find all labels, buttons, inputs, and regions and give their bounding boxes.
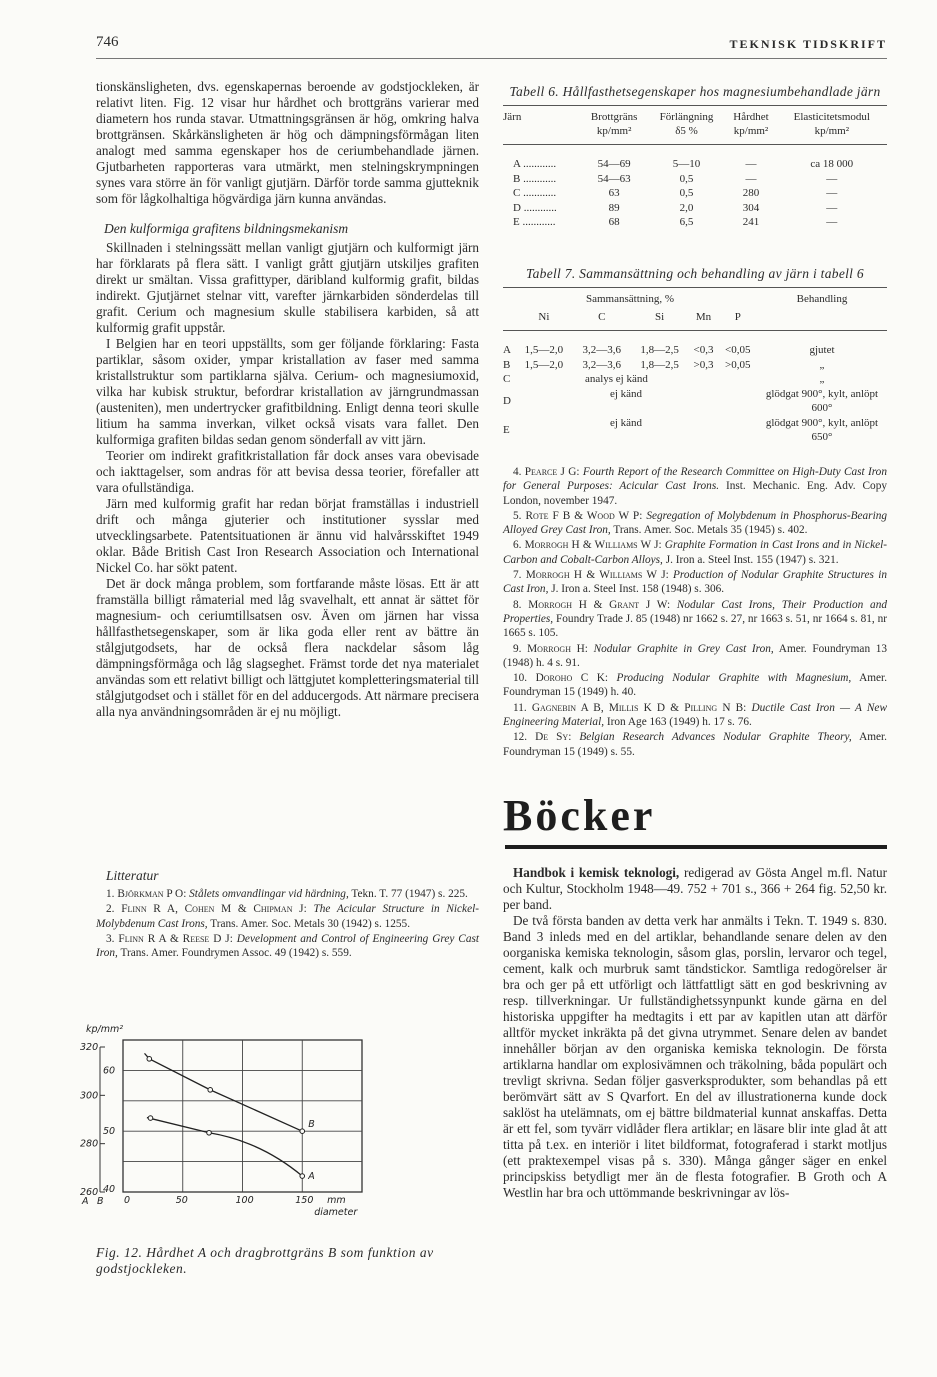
reference-source: Trans. Amer. Foundrymen Assoc. 49 (1942) s. 559. (120, 947, 352, 960)
section-rule (505, 845, 887, 849)
table-cell: — (745, 172, 757, 185)
references-left (96, 868, 479, 961)
section-title-bocker: Böcker (503, 791, 656, 840)
table-cell: 0,5 (679, 187, 694, 199)
table-cell: 54—63 (597, 172, 631, 185)
series-line-B (145, 1053, 303, 1131)
header-label: Hårdhet (733, 111, 769, 123)
paragraph: tionskänsligheten, dvs. egenskapernas beroende av godstjockleken, är relativt liten. Fig. 12 visar hur hårdhet och brottgräns varierar med diametern hos runda stavar. Utmattningsgränsen är hög, omkring halva brottgränsen. Skårkänsligheten är hög och dämpningsförmågan liten analogt med samma egenskaper hos de ceriumbehandlade järnen. Gjutbarheten rapporteras vara utmärkt, men stelningskrympningen synes vara större än för vanligt gjutjärn. Därför torde samma gjutteknik som för lågkolhaltiga högvärdiga järn kunna användas. (96, 79, 479, 206)
table-cell: <0,05 (725, 344, 751, 356)
table-cell: B ............ (513, 172, 557, 185)
reference-authors: Rote F B & Wood W P: (525, 509, 643, 522)
table-cell: 3,2—3,6 (582, 358, 621, 371)
y-tick-label-b: 60 (103, 1065, 116, 1077)
reference-number: 6. (513, 539, 522, 552)
reference-item (503, 701, 887, 730)
reference-source: Trans. Amer. Soc. Metals 30 (1942) s. 1255. (210, 917, 411, 930)
column-header (757, 306, 887, 331)
table-cell: 280 (742, 187, 760, 199)
table-cell: E ............ (513, 216, 556, 228)
reference-item (503, 671, 887, 700)
book-meta: redigerad av Gösta Angel m.fl. Natur och Kultur, Stockholm 1948—49. 752 + 701 s., 366 + 264 fig. 52,50 kr. per band. (503, 865, 887, 912)
table-row (503, 358, 887, 373)
row-id: A (503, 344, 511, 356)
table-row (503, 186, 887, 201)
table-cell: 3,2—3,6 (582, 344, 621, 356)
table-cell: A ............ (513, 158, 557, 170)
x-axis-label: diameter (314, 1207, 358, 1218)
x-tick-label: 0 (124, 1195, 131, 1206)
table-row (503, 331, 887, 358)
table-header-row (503, 306, 887, 331)
reference-title: Nodular Cast Irons, Their Production and Properties, (503, 598, 887, 625)
reference-authors: Gagnebin A B, Millis K D & Pilling N B: (531, 701, 747, 714)
table-6 (503, 84, 887, 230)
column-header: P (719, 306, 757, 331)
data-point-B (300, 1129, 305, 1134)
reference-item (503, 730, 887, 759)
reference-title: Producing Nodular Graphite with Magnesium, (616, 672, 852, 685)
reference-number: 10. (513, 672, 528, 685)
table-cell: 89 (608, 201, 620, 214)
reference-source: Amer. Foundryman 15 (1949) h. 40. (503, 672, 888, 699)
table-cell: — (826, 201, 838, 214)
table-cell: ca 18 000 (810, 158, 854, 170)
table-row (503, 416, 887, 445)
table-cell: 1,5—2,0 (524, 344, 564, 356)
header-label: Järn (503, 111, 522, 123)
data-point-A (148, 1116, 153, 1121)
column-header: C (573, 306, 631, 331)
reference-number: 1. (106, 888, 115, 900)
table-cell: — (745, 158, 757, 170)
table-cell: 68 (608, 216, 620, 228)
references-heading: Litteratur (106, 868, 159, 883)
table-row (503, 201, 887, 216)
left-body-top (96, 79, 479, 720)
table-header-row (503, 288, 887, 307)
x-tick-label: 50 (175, 1195, 188, 1206)
column-header: Behandling (796, 293, 848, 305)
header-unit: kp/mm² (596, 125, 632, 137)
reference-authors: Morrogh H & Williams W J: (524, 539, 662, 552)
reference-number: 7. (513, 569, 522, 582)
table-cell: — (826, 187, 838, 199)
reference-item (96, 932, 479, 961)
treatment-cell: „ (819, 358, 825, 371)
reference-item (503, 642, 887, 671)
reference-item (96, 887, 479, 901)
table-cell: — (826, 216, 838, 228)
review-text: De två första banden av detta verk har anmälts i Tekn. T. 1949 s. 830. Band 3 inleds med en del artiklar, behandlande senare delen av den oorganiska kemiska teknologin, såsom glas, porslin, lervaror och tegel, cement, kalk och murbruk samt tändstickor. Samtliga redogörelser är bra och ger på ett utförligt och lättfattligt sätt en god beskrivning av resp. tillverkningar. Ur fullständighetssynpunkt kunde gärna en del historiska uppgifter ha medtagits i ett par av kapitlen utan att därför alltför mycket inkräkta på det givna utrymmet. Senare delen av bandet innehåller början av den organiska kemiska teknologin. De första artiklarna handlar om explosivämnen och träkolning, båda populärt och trevligt skrivna. Sedan följer gasverksprodukter, som behandlas på ett berömvärt sätt av S Qvarfort. En del av illustrationerna kunde dock saklöst ha utelämnats, om ej bättre bildmaterial kunnat anskaffas. Detta är ett fel, som tyvärr vidlåder flera artiklar; en läsare blir inte glad åt att titta på t.ex. en interiör i litet bildformat, fotograferad i starkt motljus (ett praktexempel visas på s. 330). Många gånger säger en enkel principskiss betydligt mer än de flesta fotografier. B Groth och A Westlin har bra och uttömmande beskrivningar av lös- (503, 913, 887, 1200)
table-header-row (503, 106, 887, 145)
x-unit-label: mm (327, 1195, 346, 1206)
reference-authors: Morrogh H: (527, 642, 588, 655)
book-review (503, 865, 887, 1201)
table-cell: 54—69 (597, 158, 631, 170)
column-header (777, 106, 887, 145)
table-cell: ej känd (609, 387, 643, 400)
table-6-caption: Tabell 6. Hållfasthetsegenskaper hos magnesiumbehandlade järn (509, 84, 881, 99)
table-cell: <0,3 (693, 344, 714, 356)
reference-source: J. Iron a. Steel Inst. 158 (1948) s. 306. (551, 583, 725, 596)
reference-source: Iron Age 163 (1949) h. 17 s. 76. (606, 716, 752, 729)
reference-authors: Flinn R A, Cohen M & Chipman J: (121, 903, 307, 916)
data-point-B (208, 1088, 213, 1093)
y-tick-label-a: 280 (80, 1138, 99, 1150)
reference-item (503, 538, 887, 567)
y-tick-label-b: 50 (103, 1126, 116, 1138)
row-id: B (503, 358, 511, 371)
reference-title: Development and Control of Engineering Grey Cast Iron, (96, 932, 480, 960)
group-label: Sammansättning, % (586, 293, 674, 305)
column-header (648, 106, 726, 145)
treatment-cell: gjutet (809, 344, 835, 356)
table-cell: 1,8—2,5 (640, 358, 679, 371)
reference-source: Inst. Mechanic. Eng. Adv. Copy London, november 1947. (503, 480, 887, 507)
reference-title: Production of Nodular Graphite Structures in Cast Iron, (503, 569, 887, 596)
paragraph: Skillnaden i stelningssätt mellan vanligt gjutjärn och kulformigt järn har förklarats på flera sätt. I vanligt grått gjutjärn utskiljes grafiten direkt ur smältan. Vissa grafittyper, däribland kulformig grafit, bildas indirekt. Gjutjärnet stelnar vitt, varefter järnkarbiden sönderdelas till grafit. Cerium och magnesium skulle stabilisera karbiden, så att kulformig grafit uppstår. (96, 240, 479, 335)
table-cell: 5—10 (672, 158, 701, 170)
header-label: Brottgräns (590, 111, 638, 123)
reference-source: J. Iron a. Steel Inst. 155 (1947) s. 321. (665, 553, 839, 566)
table-cell: ej känd (609, 416, 643, 429)
column-header: Mn (689, 306, 719, 331)
paragraph: Järn med kulformig grafit har redan börjat framställas i industriell drift och många gjuterier och institutioner sysslar med utvecklingsarbete. Patentsituationen är ännu vid halvårsskiftet 1949 oklar. Både British Cast Iron Research Association och International Nickel Co. har sökt patent. (96, 496, 479, 575)
reference-source: Trans. Amer. Soc. Metals 35 (1945) s. 402. (613, 524, 808, 537)
reference-item (503, 598, 887, 641)
table-cell: C ............ (513, 187, 557, 199)
reference-title: Fourth Report of the Research Committee on High-Duty Cast Iron for General Purposes: Acicular Cast Irons. (503, 466, 887, 493)
reference-authors: Pearce J G: (524, 466, 580, 478)
header-unit: kp/mm² (733, 125, 769, 137)
reference-number: 11. (513, 701, 527, 714)
references-right (503, 465, 887, 760)
data-point-A (300, 1174, 305, 1179)
column-header (581, 106, 648, 145)
column-header: Ni (515, 306, 573, 331)
table-cell: 0,5 (679, 172, 694, 185)
reference-title: Stålets omvandlingar vid härdning, (189, 888, 349, 900)
table-row (503, 145, 887, 172)
header-unit: kp/mm² (814, 125, 850, 137)
column-header (725, 106, 776, 145)
column-group-header (503, 288, 757, 307)
reference-authors: Doroho C K: (535, 672, 609, 685)
column-header (503, 306, 515, 331)
section-heading: Den kulformiga grafitens bildningsmekanism (104, 221, 349, 236)
journal-title: TEKNISK TIDSKRIFT (729, 37, 887, 51)
reference-item (503, 465, 887, 508)
reference-source: Amer. Foundryman 13 (1948) h. 4 s. 91. (503, 642, 888, 669)
table-row (503, 387, 887, 416)
y-unit-label: kp/mm² (86, 1024, 124, 1035)
row-id: D (503, 394, 511, 407)
y-tick-label-a: 320 (80, 1042, 99, 1053)
reference-authors: Morrogh H & Grant J W: (528, 598, 671, 611)
header-label: Förlängning (659, 111, 714, 123)
treatment-cell: glödgat 900°, kylt, anlöpt 650° (765, 416, 879, 443)
header-rule (96, 58, 887, 59)
table-cell: >0,3 (693, 358, 714, 371)
paragraph: I Belgien har en teori uppställts, som ger följande förklaring: Fasta partiklar, såsom oxider, ympar kristallation av faser med samma kristallstruktur som partiklarna själva. Cerium- och magnesiumoxid, vilka har kubisk struktur, befordrar kristallation av järngrundmassan (austeniten), men undertrycker grafitbildning. Enligt denna teori skulle litium ha samma inverkan, vilket också visats vara fallet. Den kulformiga grafiten bildas sedan genom sönderfall av vitt järn. (96, 336, 479, 447)
y-tick-label-b: 40 (103, 1184, 116, 1195)
table-cell: 304 (742, 201, 760, 214)
series-label-A: A (308, 1171, 315, 1183)
reference-source: Amer. Foundryman 15 (1949) s. 55. (503, 731, 888, 758)
data-point-B (147, 1057, 152, 1062)
reference-item (503, 568, 887, 597)
table-cell: 63 (608, 187, 620, 199)
y-tick-label-a: 260 (80, 1187, 99, 1198)
reference-title: Nodular Graphite in Grey Cast Iron, (593, 642, 774, 655)
paragraph: Det är dock många problem, som fortfarande måste lösas. Ett är att framställa billigt råmaterial med låg svavelhalt, ett annat är sättet för magnesium- och ceriumtillsatsen osv. Även om järnen har vissa hållfasthetsegenskaper, som är lika goda eller rent av bättre än stålgjutgodsets, har de också flera nackdelar såsom låg dämpningsförmåga och låg slagseghet. Främst torde det nya materialet användas som ett relativt billigt och lättgjutet kompletteringsmaterial till stålgjutgodset och i stället för en del adducergods. Att närmare precisera alla nya användningsområden är ej nu möjligt. (96, 576, 479, 719)
reference-title: Belgian Research Advances Nodular Graphite Theory, (579, 731, 852, 744)
table-7 (503, 266, 887, 445)
x-tick-label: 150 (295, 1195, 314, 1206)
series-line-A (147, 1118, 302, 1176)
figure-12-chart (80, 1020, 410, 1240)
y-axis-a-label: A (82, 1196, 89, 1207)
reference-number: 8. (513, 598, 522, 611)
column-header (503, 106, 581, 145)
reference-title: Segregation of Molybdenum in Phosphorus-Bearing Alloyed Grey Cast Iron, (503, 509, 888, 537)
y-axis-b-label: B (97, 1196, 104, 1207)
treatment-cell: glödgat 900°, kylt, anlöpt 600° (765, 387, 879, 414)
reference-source: Foundry Trade J. 85 (1948) nr 1662 s. 27, nr 1663 s. 51, nr 1664 s. 81, nr 1665 s. 105. (503, 612, 888, 640)
column-header: Si (631, 306, 689, 331)
reference-source: Tekn. T. 77 (1947) s. 225. (351, 888, 468, 900)
header-label: Elasticitetsmodul (793, 111, 870, 123)
reference-item (96, 902, 479, 931)
treatment-cell: „ (819, 373, 825, 385)
table-7-caption: Tabell 7. Sammansättning och behandling av järn i tabell 6 (526, 266, 864, 281)
reference-title: Ductile Cast Iron — A New Engineering Material, (503, 701, 887, 729)
table-cell: 1,5—2,0 (524, 358, 564, 371)
reference-title: The Acicular Structure in Nickel-Molybdenum Cast Irons, (96, 903, 479, 930)
y-tick-label-a: 300 (80, 1090, 99, 1102)
reference-number: 3. (106, 932, 115, 945)
header-unit: δ5 % (675, 125, 698, 137)
table-cell: analys ej känd (584, 373, 648, 385)
table-cell: D ............ (513, 201, 557, 214)
row-id: C (503, 373, 511, 385)
data-point-A (207, 1130, 212, 1135)
reference-number: 2. (106, 903, 115, 916)
table-cell: — (826, 172, 838, 185)
figure-caption: Fig. 12. Hårdhet A och dragbrottgräns B som funktion av godstjockleken. (96, 1245, 434, 1276)
reference-authors: Björkman P O: (117, 888, 187, 900)
book-title: Handbok i kemisk teknologi, (513, 865, 680, 880)
reference-number: 9. (513, 642, 522, 655)
reference-number: 12. (513, 731, 528, 744)
table-cell: >0,05 (725, 358, 751, 371)
series-label-B: B (308, 1119, 315, 1131)
reference-item (503, 509, 887, 538)
reference-title: Graphite Formation in Cast Irons and in Nickel-Carbon and Cobalt-Carbon Alloys, (503, 539, 887, 566)
x-tick-label: 100 (235, 1195, 254, 1206)
row-id: E (503, 423, 510, 436)
reference-authors: Morrogh H & Williams W J: (525, 569, 669, 582)
page-number: 746 (96, 34, 119, 50)
table-cell: 1,8—2,5 (640, 344, 679, 356)
table-row (503, 172, 887, 187)
reference-number: 5. (513, 509, 522, 522)
reference-authors: Flinn R A & Reese D J: (118, 932, 233, 945)
reference-number: 4. (513, 466, 522, 478)
table-row (503, 372, 887, 387)
table-cell: 2,0 (679, 201, 694, 214)
reference-authors: De Sy: (535, 731, 572, 744)
table-cell: 6,5 (679, 216, 694, 228)
table-cell: 241 (742, 216, 760, 228)
table-row (503, 215, 887, 230)
paragraph: Teorier om indirekt grafitkristallation får dock anses vara obevisade och iakttagelser, som andras för att bevisa dessa teorier, förefaller att vara ofullständiga. (96, 448, 479, 495)
